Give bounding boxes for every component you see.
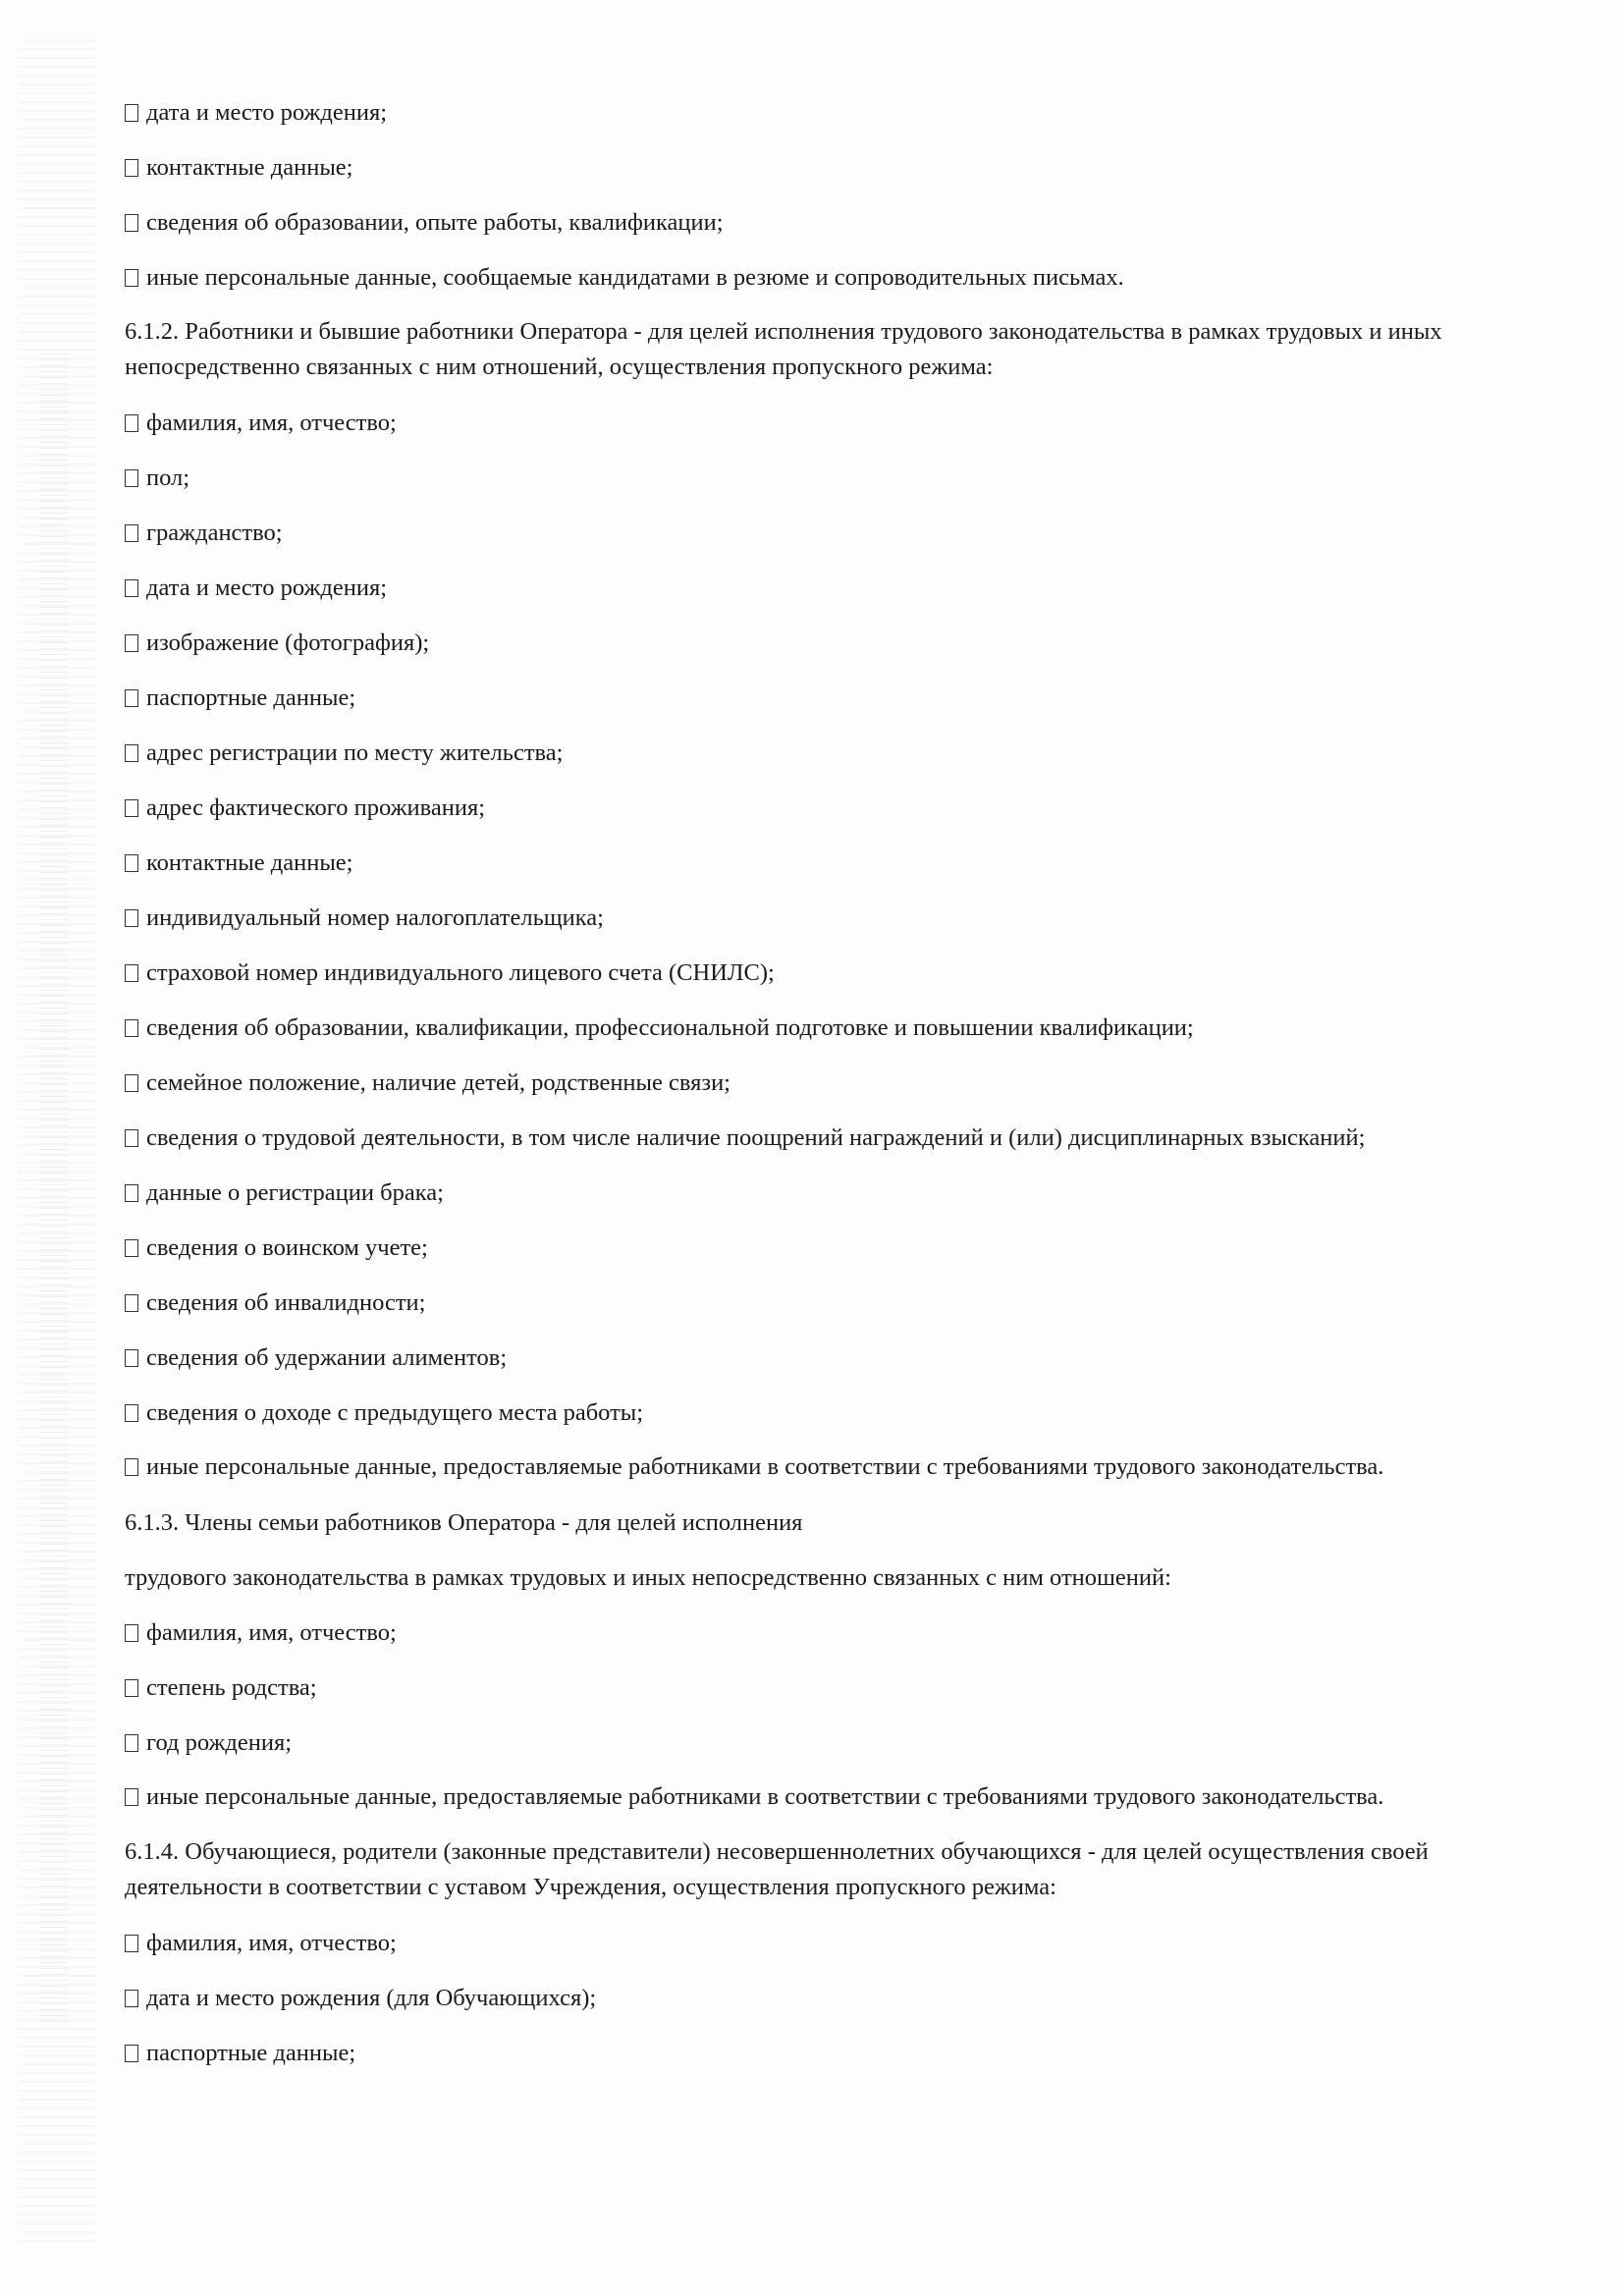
list-item: сведения о трудовой деятельности, в том числе наличие поощрений награждений и (или) дисциплинарных взысканий; — [125, 1120, 1558, 1157]
checkbox-bullet-icon — [125, 1404, 138, 1422]
list-item: контактные данные; — [125, 149, 1558, 187]
list-item: изображение (фотография); — [125, 625, 1558, 662]
section-heading-6-1-4: 6.1.4. Обучающиеся, родители (законные представители) несовершеннолетних обучающихся - для целей осуществления своей деятельности в соответствии с уставом Учреждения, осуществления пропускного режима: — [125, 1838, 1429, 1900]
list-item: данные о регистрации брака; — [125, 1175, 1558, 1212]
section-heading-6-1-3-continued: трудового законодательства в рамках трудовых и иных непосредственно связанных с ним отношений: — [125, 1564, 1171, 1591]
checkbox-bullet-icon — [125, 1458, 138, 1476]
checkbox-bullet-icon — [125, 1239, 138, 1257]
list-item: иные персональные данные, сообщаемые кандидатами в резюме и сопроводительных письмах. — [125, 259, 1558, 297]
list-item: иные персональные данные, предоставляемые работниками в соответствии с требованиями трудового законодательства. — [125, 1779, 1558, 1815]
list-item: адрес фактического проживания; — [125, 790, 1558, 827]
list-item: дата и место рождения; — [125, 570, 1558, 607]
checkbox-bullet-icon — [125, 1129, 138, 1147]
checkbox-bullet-icon — [125, 214, 138, 232]
list-item: сведения о доходе с предыдущего места работы; — [125, 1394, 1558, 1432]
list-item: дата и место рождения (для Обучающихся); — [125, 1980, 1558, 2017]
checkbox-bullet-icon — [125, 159, 138, 177]
checkbox-bullet-icon — [125, 1679, 138, 1697]
list-item: семейное положение, наличие детей, родственные связи; — [125, 1065, 1558, 1102]
document-body — [125, 94, 1558, 2090]
checkbox-bullet-icon — [125, 1935, 138, 1952]
list-item: сведения об инвалидности; — [125, 1285, 1558, 1322]
checkbox-bullet-icon — [125, 854, 138, 872]
checkbox-bullet-icon — [125, 1184, 138, 1202]
list-item: фамилия, имя, отчество; — [125, 1614, 1558, 1652]
checkbox-bullet-icon — [125, 1349, 138, 1367]
list-item: фамилия, имя, отчество; — [125, 1925, 1558, 1962]
list-item: иные персональные данные, предоставляемые работниками в соответствии с требованиями трудового законодательства. — [125, 1449, 1558, 1485]
checkbox-bullet-icon — [125, 1624, 138, 1642]
list-item: контактные данные; — [125, 845, 1558, 882]
checkbox-bullet-icon — [125, 469, 138, 487]
list-item: пол; — [125, 460, 1558, 497]
checkbox-bullet-icon — [125, 524, 138, 542]
list-item: адрес регистрации по месту жительства; — [125, 735, 1558, 772]
list-item: сведения об образовании, опыте работы, квалификации; — [125, 204, 1558, 242]
checkbox-bullet-icon — [125, 414, 138, 432]
list-item: степень родства; — [125, 1669, 1558, 1707]
checkbox-bullet-icon — [125, 269, 138, 287]
checkbox-bullet-icon — [125, 634, 138, 652]
checkbox-bullet-icon — [125, 744, 138, 762]
list-item: страховой номер индивидуального лицевого счета (СНИЛС); — [125, 955, 1558, 992]
list-item: фамилия, имя, отчество; — [125, 405, 1558, 442]
list-item: сведения об образовании, квалификации, профессиональной подготовке и повышении квалификации; — [125, 1010, 1558, 1047]
checkbox-bullet-icon — [125, 1990, 138, 2007]
checkbox-bullet-icon — [125, 1734, 138, 1752]
scan-noise — [39, 354, 69, 2023]
checkbox-bullet-icon — [125, 2045, 138, 2062]
checkbox-bullet-icon — [125, 1788, 138, 1806]
checkbox-bullet-icon — [125, 1019, 138, 1037]
list-item: паспортные данные; — [125, 2035, 1558, 2072]
checkbox-bullet-icon — [125, 1294, 138, 1312]
checkbox-bullet-icon — [125, 104, 138, 122]
list-item: сведения об удержании алиментов; — [125, 1339, 1558, 1377]
checkbox-bullet-icon — [125, 689, 138, 707]
checkbox-bullet-icon — [125, 964, 138, 982]
list-item: гражданство; — [125, 515, 1558, 552]
checkbox-bullet-icon — [125, 1074, 138, 1092]
list-item: сведения о воинском учете; — [125, 1230, 1558, 1267]
list-item: индивидуальный номер налогоплательщика; — [125, 900, 1558, 937]
section-heading-6-1-3: 6.1.3. Члены семьи работников Оператора - для целей исполнения — [125, 1509, 803, 1536]
list-item: год рождения; — [125, 1724, 1558, 1762]
list-item: дата и место рождения; — [125, 94, 1558, 132]
checkbox-bullet-icon — [125, 579, 138, 597]
checkbox-bullet-icon — [125, 909, 138, 927]
section-heading-6-1-2: 6.1.2. Работники и бывшие работники Оператора - для целей исполнения трудового законодательства в рамках трудовых и иных непосредственно связанных с ним отношений, осуществления пропускного режима: — [125, 318, 1442, 380]
checkbox-bullet-icon — [125, 799, 138, 817]
list-item: паспортные данные; — [125, 680, 1558, 717]
